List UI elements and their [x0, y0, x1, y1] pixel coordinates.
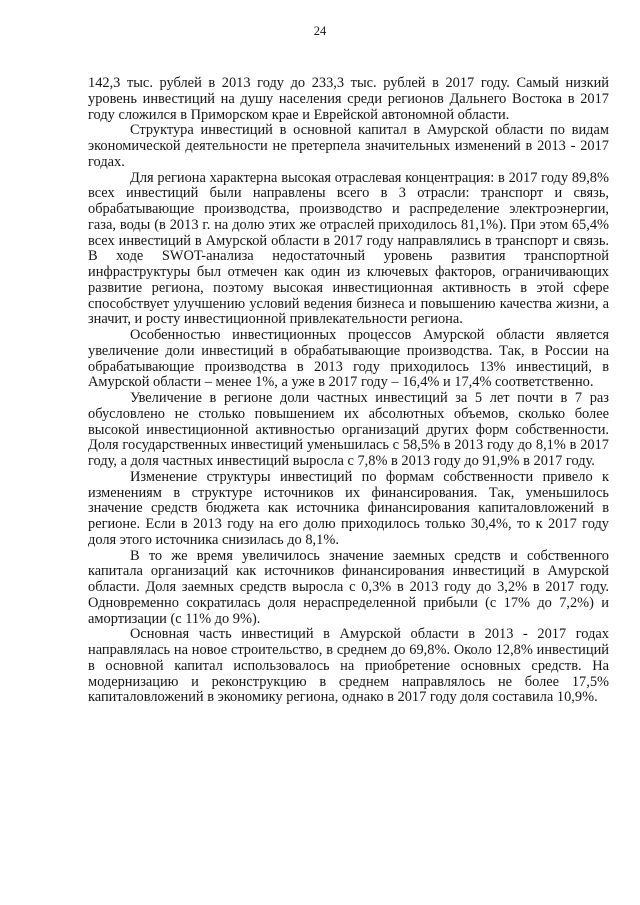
paragraph-manufacturing: Особенностью инвестиционных процессов Амурской области является увеличение доли инвестиций в обрабатывающие производства. Так, в России на обрабатывающие производства в 2013 году приходилось 13% инвестиций, в Амурской области – менее 1%, а уже в 2017 году – 16,4% и 17,4% соответственно.: [88, 327, 609, 391]
document-body: [88, 76, 609, 706]
page-number: 24: [313, 24, 327, 38]
paragraph-continued: 142,3 тыс. рублей в 2013 году до 233,3 тыс. рублей в 2017 году. Самый низкий уровень инвестиций на душу населения среди регионов Дальнего Востока в 2017 году сложился в Приморском крае и Еврейской автономной области.: [88, 75, 609, 123]
paragraph-private-investment: Увеличение в регионе доли частных инвестиций за 5 лет почти в 7 раз обусловлено не столько повышением их абсолютных объемов, сколько более высокой инвестиционной активностью организаций других форм собственности. Доля государственных инвестиций уменьшилась с 58,5% в 2013 году до 8,1% в 2017 году, а доля частных инвестиций выросла с 7,8% в 2013 году до 91,9% в 2017 году.: [88, 390, 609, 469]
paragraph-structure: Структура инвестиций в основной капитал в Амурской области по видам экономической деятельности не претерпела значительных изменений в 2013 - 2017 годах.: [88, 122, 609, 170]
paragraph-construction: Основная часть инвестиций в Амурской области в 2013 - 2017 годах направлялась на новое строительство, в среднем до 69,8%. Около 12,8% инвестиций в основной капитал использовалось на приобретение основных средств. На модернизацию и реконструкцию в среднем направлялось не более 17,5% капиталовложений в экономику региона, однако в 2017 году доля составила 10,9%.: [88, 626, 609, 706]
paragraph-concentration: Для региона характерна высокая отраслевая концентрация: в 2017 году 89,8% всех инвестиций были направлены всего в 3 отрасли: транспорт и связь, обрабатывающие производства, производство и распределение электроэнергии, газа, воды (в 2013 г. на долю этих же отраслей приходилось 81,1%). При этом 65,4% всех инвестиций в Амурской области в 2017 году направлялись в транспорт и связь. В ходе SWOT-анализа недостаточный уровень развития транспортной инфраструктуры был отмечен как один из ключевых факторов, ограничивающих развитие региона, поэтому высокая инвестиционная активность в этой сфере способствует улучшению условий ведения бизнеса и повышению качества жизни, а значит, и росту инвестиционной привлекательности региона.: [88, 169, 609, 328]
paragraph-financing-sources: Изменение структуры инвестиций по формам собственности привело к изменениям в структуре источников их финансирования. Так, уменьшилось значение средств бюджета как источника финансирования капиталовложений в регионе. Если в 2013 году на его долю приходилось только 30,4%, то к 2017 году доля этого источника снизилась до 8,1%.: [88, 468, 609, 548]
paragraph-borrowed-funds: В то же время увеличилось значение заемных средств и собственного капитала организаций как источников финансирования инвестиций в Амурской области. Доля заемных средств выросла с 0,3% в 2013 году до 3,2% в 2017 году. Одновременно сократилась доля нераспределенной прибыли (с 17% до 7,2%) и амортизации (с 11% до 9%).: [88, 547, 609, 627]
